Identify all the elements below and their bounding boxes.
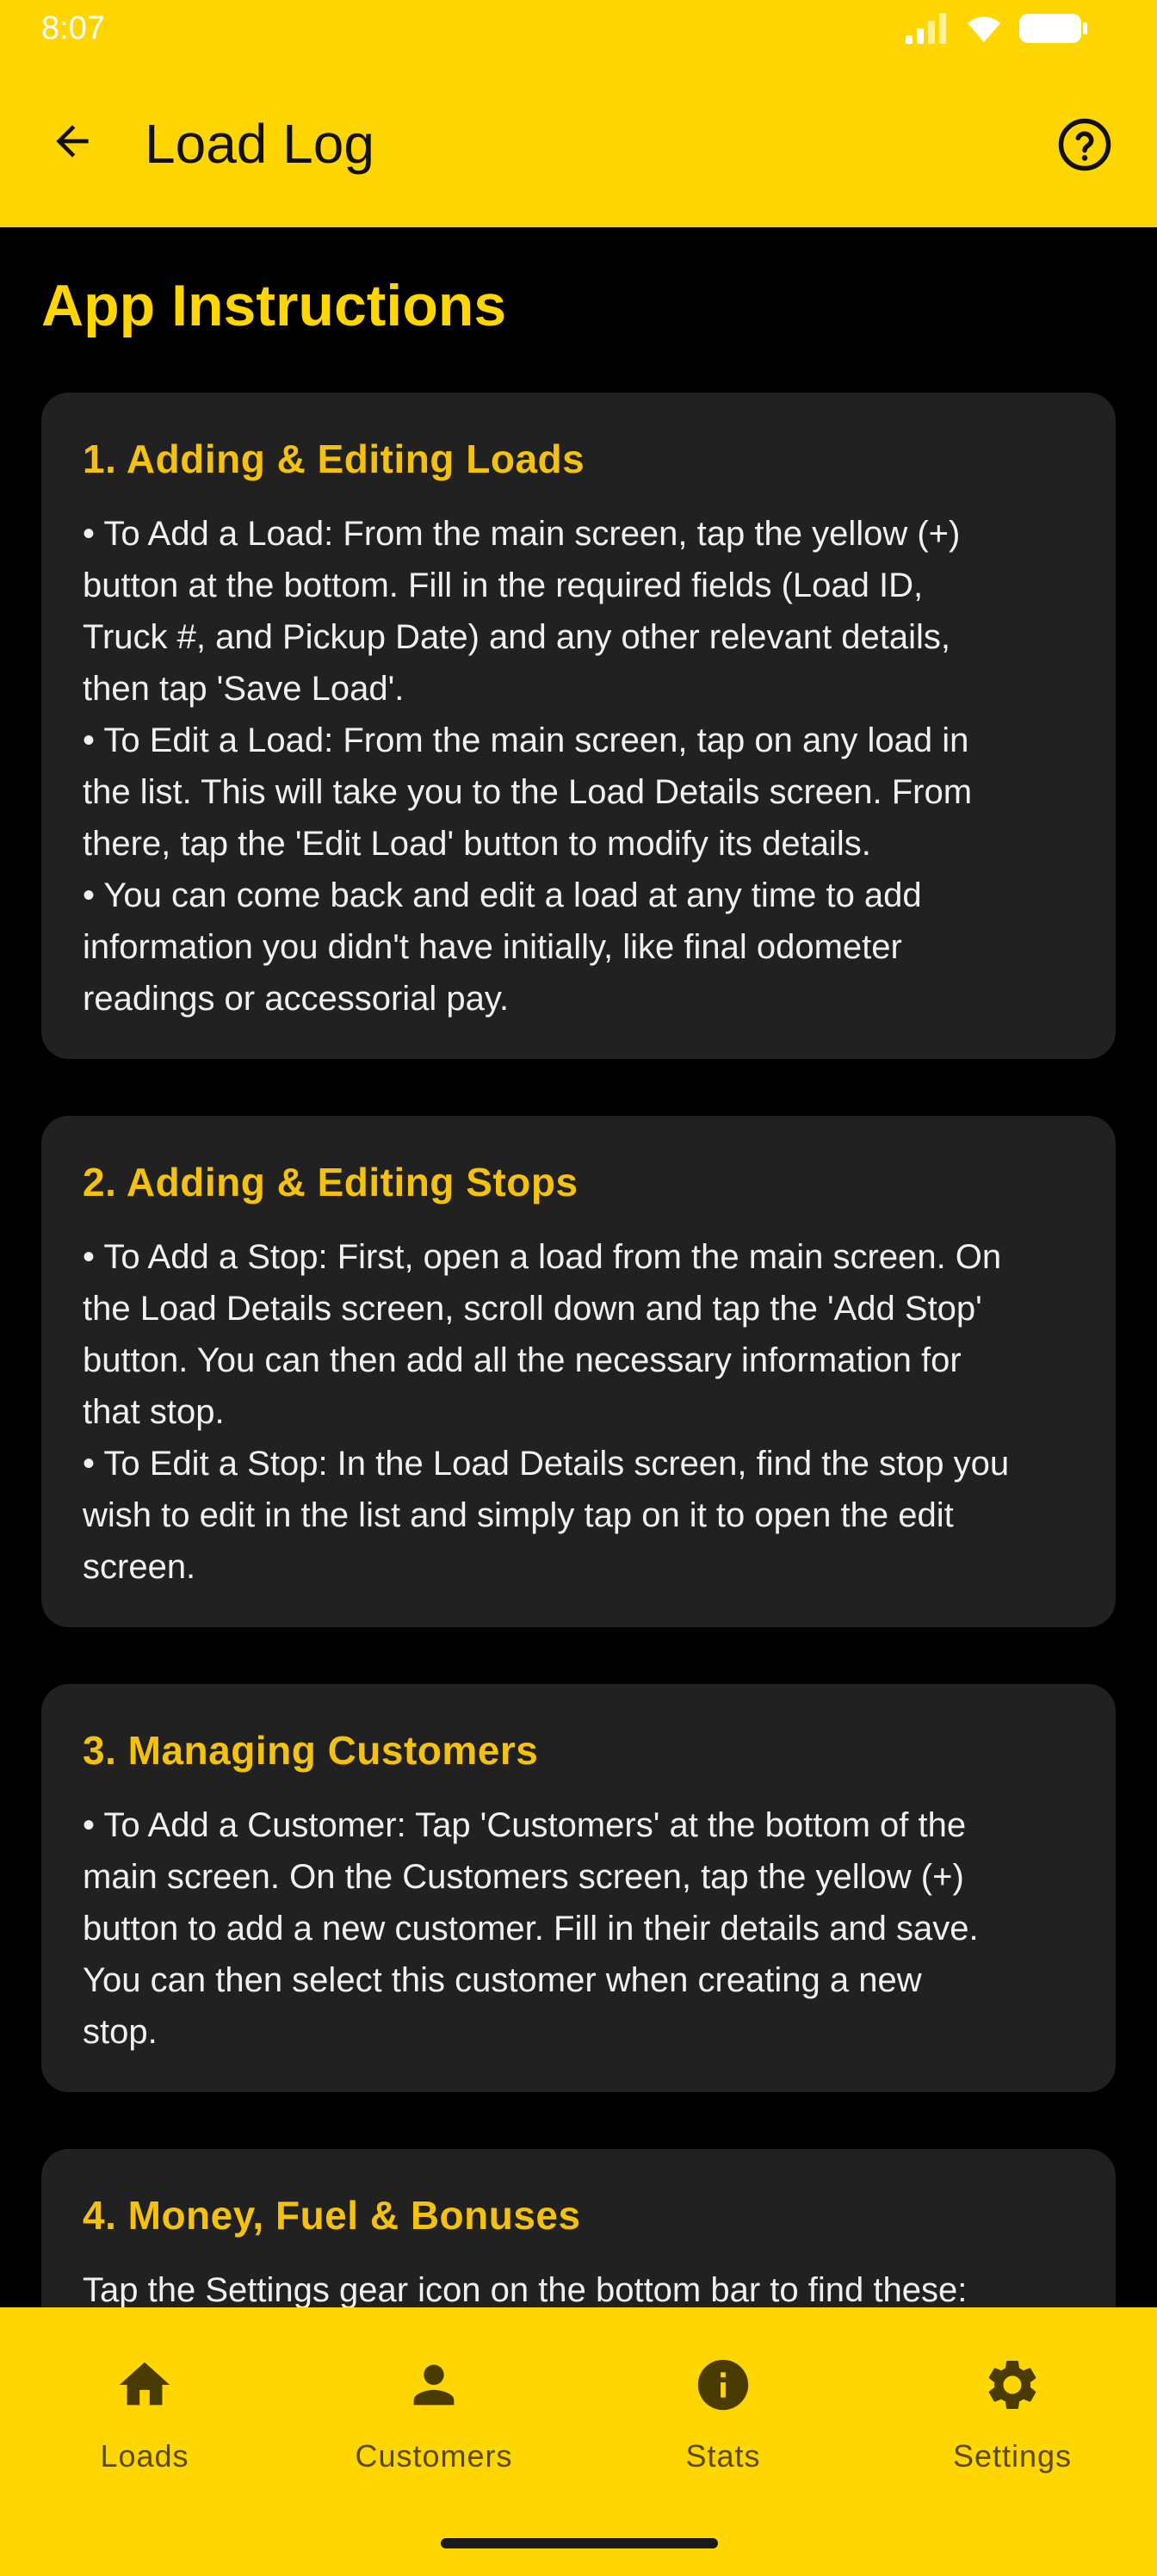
card-text-line: then tap 'Save Load'.: [83, 670, 405, 708]
arrow-back-icon: [48, 117, 96, 165]
person-icon: [399, 2350, 468, 2419]
nav-item-stats[interactable]: [578, 2350, 868, 2505]
card-text-line: button to add a new customer. Fill in their details and save.: [83, 1910, 979, 1947]
status-time: 8:07: [41, 10, 105, 46]
instruction-card-customers: [41, 1684, 1116, 2092]
card-text-line: information you didn't have initially, like final odometer: [83, 928, 902, 966]
card-text-line: button at the bottom. Fill in the required fields (Load ID,: [83, 567, 924, 604]
card-text-line: button. You can then add all the necessary information for: [83, 1341, 962, 1379]
nav-label: Settings: [952, 2438, 1073, 2474]
app-bar: [0, 62, 1157, 227]
card-text-line: there, tap the 'Edit Load' button to modify its details.: [83, 825, 871, 863]
page-title: App Instructions: [41, 273, 507, 338]
card-title: 1. Adding & Editing Loads: [83, 437, 585, 481]
info-icon: [689, 2350, 758, 2419]
status-icons: [906, 12, 1088, 45]
card-text-line: readings or accessorial pay.: [83, 980, 510, 1018]
card-text-line: • To Add a Customer: Tap 'Customers' at the bottom of the: [83, 1806, 967, 1844]
card-text-line: • To Add a Stop: First, open a load from the main screen. On: [83, 1238, 1002, 1276]
wifi-icon: [964, 13, 1004, 44]
card-title: 3. Managing Customers: [83, 1728, 539, 1773]
signal-icon: [906, 13, 949, 44]
bottom-navigation: [0, 2307, 1157, 2576]
card-title: 4. Money, Fuel & Bonuses: [83, 2193, 581, 2238]
app-title: Load Log: [145, 113, 374, 175]
card-text-line: stop.: [83, 2013, 158, 2051]
card-text-line: wish to edit in the list and simply tap on it to open the edit: [83, 1496, 954, 1534]
help-button[interactable]: [1054, 114, 1116, 176]
instructions-content[interactable]: [0, 227, 1157, 2307]
card-text-line: main screen. On the Customers screen, tap the yellow (+): [83, 1858, 964, 1896]
home-icon: [110, 2350, 179, 2419]
card-text-line: • You can come back and edit a load at any time to add: [83, 876, 922, 914]
card-text-line: the Load Details screen, scroll down and tap the 'Add Stop': [83, 1290, 982, 1328]
card-text-line: Truck #, and Pickup Date) and any other relevant details,: [83, 618, 950, 656]
nav-item-settings[interactable]: [868, 2350, 1157, 2505]
card-text-line: Tap the Settings gear icon on the bottom bar to find these:: [83, 2271, 968, 2307]
nav-label: Stats: [685, 2438, 761, 2474]
instruction-card-money: [41, 2149, 1116, 2307]
nav-item-loads[interactable]: [0, 2350, 289, 2505]
card-text-line: the list. This will take you to the Load Details screen. From: [83, 773, 973, 811]
card-text-line: • To Edit a Load: From the main screen, tap on any load in: [83, 721, 969, 759]
nav-label: Customers: [355, 2438, 513, 2474]
help-icon: [1056, 116, 1113, 173]
gear-icon: [978, 2350, 1047, 2419]
card-title: 2. Adding & Editing Stops: [83, 1160, 578, 1204]
home-indicator[interactable]: [441, 2538, 718, 2548]
card-text-line: • To Edit a Stop: In the Load Details screen, find the stop you: [83, 1445, 1010, 1483]
status-bar: [0, 0, 1157, 62]
battery-icon: [1019, 12, 1088, 45]
back-button[interactable]: [41, 110, 103, 172]
card-text-line: You can then select this customer when creating a new: [83, 1961, 922, 1999]
instruction-card-loads: [41, 393, 1116, 1059]
card-text-line: • To Add a Load: From the main screen, tap the yellow (+): [83, 515, 961, 553]
nav-label: Loads: [100, 2438, 189, 2474]
instruction-card-stops: [41, 1116, 1116, 1627]
nav-item-customers[interactable]: [289, 2350, 578, 2505]
card-text-line: that stop.: [83, 1393, 225, 1431]
card-text-line: screen.: [83, 1548, 196, 1586]
